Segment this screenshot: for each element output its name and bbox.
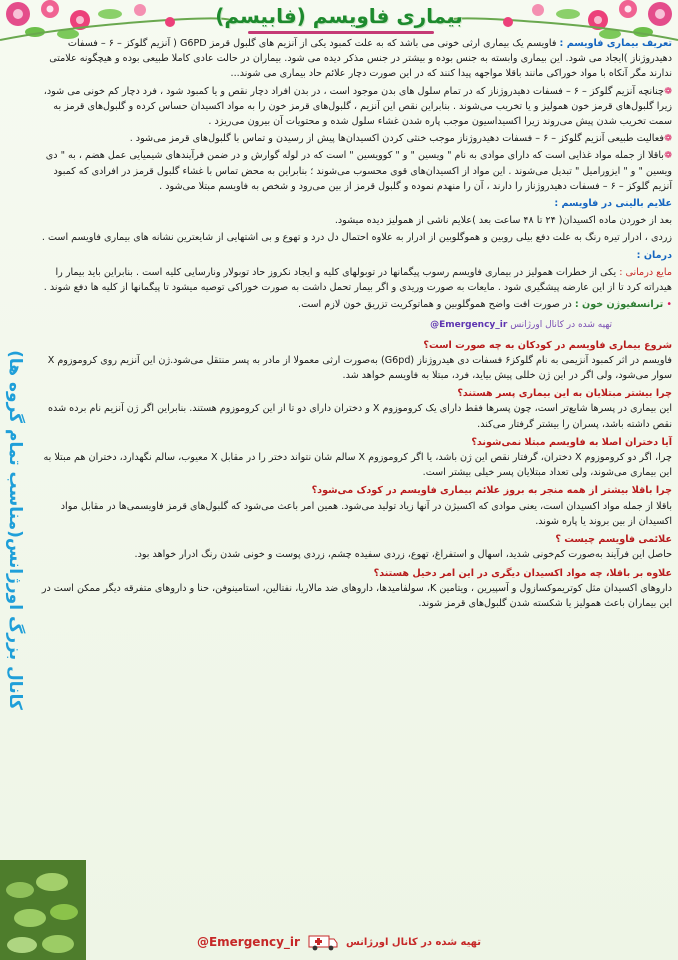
transfusion-text: در صورت افت واضح هموگلوبین و هماتوکریت تزریق خون لازم است. bbox=[298, 299, 572, 311]
bullet-item bbox=[34, 131, 672, 146]
faq-question: علائمی فاویسم چیست ؟ bbox=[555, 534, 672, 546]
footer-handle[interactable]: @Emergency_ir bbox=[196, 935, 300, 949]
footer bbox=[0, 931, 678, 952]
faq-answer: این بیماری در پسرها شایع‌تر است، چون پسرها فقط دارای یک کروموزوم X و دختران دارای دو تا از این کروموزوم هستند. بنابراین اگر ژن آنزیم نام برده شده نقص داشته باشد، پسران را بیشتر گرفتار می‌کند. bbox=[48, 403, 672, 430]
article-body bbox=[34, 36, 672, 920]
definition-paragraph bbox=[34, 36, 672, 82]
footer-credit-text: تهیه شده در کانال اورژانس bbox=[345, 936, 482, 948]
flower-bullet-icon: ❁ bbox=[663, 85, 672, 97]
transfusion-paragraph bbox=[34, 297, 672, 312]
credit-text: تهیه شده در کانال اورژانس bbox=[510, 320, 612, 331]
bullet-text: چنانچه آنزیم گلوکز – ۶ – فسفات دهیدروژناز که در تمام سلول های بدن موجود است ، در بدن افراد دچار نقص و یا کمبود شود ، فرد دچار کم خونی می شود، زیرا گلبول‌های قرمز خون همولیز و یا تخریب می‌شوند . بنابراین نقص این آنزیم ، گلبول‌های قرمز خون را به مواد اکسیدان حساس کرده و گلبول‌های قرمز به سمت تخریب شدن پیش می‌روند زیرا اکسیداسیون موجب پاره شدن غشاء سلول شده و محتویات آن بیرون می‌ریزد . bbox=[43, 85, 672, 128]
bullet-text: فعالیت طبیعی آنزیم گلوکز – ۶ – فسفات دهیدروژناز موجب خنثی کردن اکسیدان‌ها پیش از رسیدن و تماس با گلبول‌های قرمز می‌شود . bbox=[129, 133, 664, 145]
treatment-heading: درمان : bbox=[636, 249, 672, 261]
side-banner bbox=[0, 300, 30, 760]
bullet-text: باقلا از جمله مواد غذایی است که دارای موادی به نام " ویسین " و " کوویسین " است که در لوله گوارش و در ضمن فرآیندهای شیمیایی عمل هضم ، به " دی ویسین " و " ایزوراميل " تبدیل می‌شوند . این مواد از اکسیدان‌های قوی محسوب می‌شوند ؛ بنابراین به محض تماس با غشاء گلبول قرمز در افرادی که کمبود آنزیم گلوکز – ۶ – فسفات دهیدروژناز را دارند ، آن را منهدم نموده و گلبول قرمز از بین می‌رود و شخص به فاویسم مبتلا می‌شود . bbox=[45, 150, 672, 192]
faq-answer: داروهای اکسیدان مثل کوتریموکسازول و آسپیرین ، ویتامین K، سولفامیدها، داروهای ضد مالاریا، نفتالین، استامینوفن، حنا و داروهای متفرقه دیگر ممکن است در این بیماران باعث همولیز یا شکسته شدن گلبول‌های قرمز شوند. bbox=[41, 582, 672, 609]
clinical-heading: علایم بالینی در فاویسم : bbox=[554, 198, 672, 210]
faq-question: آیا دختران اصلا به فاویسم مبتلا نمی‌شوند؟ bbox=[471, 436, 672, 448]
faq-question: چرا بیشتر مبتلایان به این بیماری پسر هستند؟ bbox=[457, 388, 672, 400]
faq-question: علاوه بر باقلا، چه مواد اکسیدان دیگری در این امر دخیل هستند؟ bbox=[373, 567, 672, 579]
flower-bullet-icon: ❁ bbox=[663, 150, 672, 162]
clinical-paragraph-2: زردی ، ادرار تیره رنگ به علت دفع بیلی روبین و هموگلوبین از ادرار به علاوه احتمال دل درد و تهوع و بی اشتهایی از شایعترین نشانه های بیماری فاویسم است . bbox=[41, 232, 672, 244]
fluid-therapy-label: مایع درمانی : bbox=[619, 266, 672, 278]
clinical-paragraph-1: بعد از خوردن ماده اکسیدان( ۲۴ تا ۴۸ ساعت بعد )علایم ناشی از همولیز دیده میشود. bbox=[334, 215, 672, 227]
title-underline bbox=[248, 31, 434, 34]
page-title: بیماری فاویسم (فابیسم) bbox=[215, 4, 463, 28]
faq-answer: چرا، اگر دو کروموزوم X دختران، گرفتار نقص این ژن باشد، یا اگر کروموزوم X سالم شان نتواند دختر را در مقابل X معیوب، سالم نگهدارد، دختران هم مبتلا به این بیماری می‌شوند، ولی تعداد مبتلایان پسر خیلی بیشتر است. bbox=[43, 452, 672, 479]
faq-answer: باقلا از جمله مواد اکسیدان است، یعنی موادی که اکسیژن در آنها زیاد تولید می‌شود. همین امر باعث می‌شود که گلبول‌های قرمز فاویسمی‌ها در مقابل مواد اکسیدان از بین بروند یا پاره شوند. bbox=[60, 500, 672, 527]
bullet-item bbox=[34, 148, 672, 194]
side-banner-text: کانال بزرگ اورژانس(مناسب تمام گروه ها) bbox=[5, 350, 25, 710]
transfusion-label: ترانسفیوژن خون : bbox=[574, 299, 664, 311]
faq-question: شروع بیماری فاویسم در کودکان به چه صورت است؟ bbox=[423, 339, 672, 351]
faq-question: چرا باقلا بیشتر از همه منجر به بروز علائم بیماری فاویسم در کودک می‌شود؟ bbox=[311, 485, 672, 497]
channel-handle[interactable]: @Emergency_ir bbox=[430, 320, 508, 331]
treatment-paragraph bbox=[34, 265, 672, 295]
bullet-dot-icon: • bbox=[666, 299, 672, 311]
bullet-item bbox=[34, 84, 672, 130]
ambulance-icon bbox=[308, 932, 338, 952]
definition-heading: تعریف بیماری فاویسم : bbox=[559, 38, 672, 49]
flower-bullet-icon: ❁ bbox=[663, 133, 672, 145]
faq-answer: حاصل این فرآیند به‌صورت کم‌خونی شدید، اسهال و استفراغ، تهوع، زردی سفیده چشم، زردی پوست و خونی شدن رنگ ادرار خواهد بود. bbox=[134, 549, 672, 561]
definition-text: فاویسم یک بیماری ارثی خونی می باشد که به علت کمبود یکی از آنزیم های گلبول قرمز G6PD ( آنزیم گلوکز – ۶ – فسفات دهیدروژناز )ایجاد می شود. این بیماری وابسته به جنس بوده و بیشتر در جنس مذکر دیده می شود. بیماران در حالت عادی کاملا طبیعی بوده و هیچگونه علامتی ندارند مگر آنکاه با مواد خوراکی مانند باقلا مواجهه پیدا کنند که در این صورت دچار علائم حاد بیماری می شوند... bbox=[49, 38, 672, 80]
fluid-therapy-text: یکی از خطرات همولیز در بیماری فاویسم رسوب پیگمانها در توبولهای کلیه و ایجاد نکروز حاد توبولار ونارسایی کلیه است . بنابراین باید بیمار را هیدراته کرد تا از این عارضه پیشگیری شود . مایعات به صورت وریدی و اگر بیمار تحمل داشت به صورت خوراکی توصیه میشود تا پیگمانها از کلیه ها دفع شوند . bbox=[43, 266, 672, 294]
faq-answer: فاویسم در اثر کمبود آنزیمی به نام گلوکز۶ فسفات دی هیدروژناز (G6pd) به‌صورت ارثی معمولا از مادر به پسر منتقل می‌شود.ژن این آنزیم روی کروموزوم X سوار می‌شود، ولی اگر در این ژن خللی پیش بیاید، فرد، مبتلا به فاویسم خواهد شد. bbox=[47, 354, 672, 382]
credit-line bbox=[34, 318, 612, 333]
